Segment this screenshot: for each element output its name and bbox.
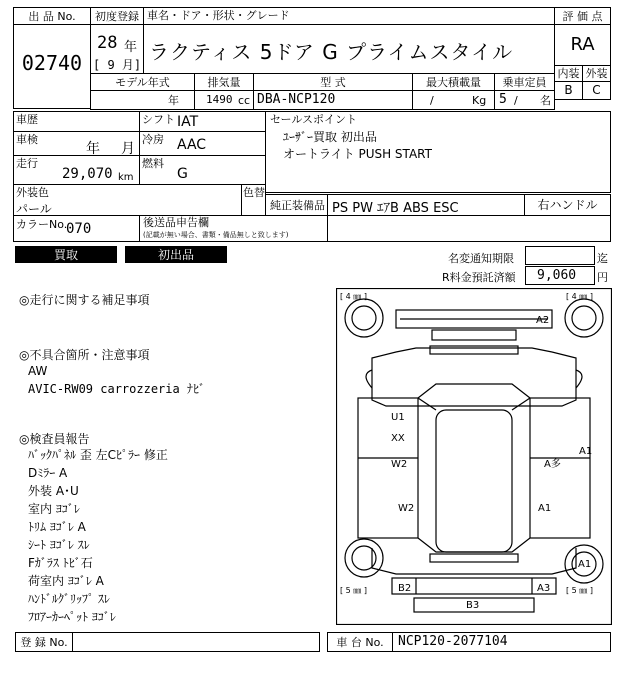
first-listing-badge: 初出品: [125, 246, 227, 263]
displacement-unit: cc: [238, 94, 251, 107]
defect-notes-header: ◎不具合箇所・注意事項: [19, 348, 150, 362]
lot-no-label: 出 品 No.: [28, 9, 76, 23]
inspector-line-3: 外装 A･U: [28, 484, 79, 498]
capacity: 5: [499, 92, 507, 107]
mark-roof-xx: XX: [391, 433, 405, 444]
sales-line-1: ﾕｰｻﾞｰ買取 初出品: [283, 130, 377, 144]
chassis-no: NCP120-2077104: [398, 634, 508, 649]
inspection-year-unit: 年: [86, 141, 100, 157]
score: RA: [570, 33, 595, 55]
inspector-line-6: ｼｰﾄ ﾖｺﾞﾚ ｽﾚ: [28, 538, 90, 552]
inspector-line-1: ﾊﾞｯｸﾊﾟﾈﾙ 歪 左Cﾋﾟﾗｰ 修正: [28, 448, 168, 462]
mark-left-front-door: W2: [391, 459, 408, 470]
recycle-value: 9,060: [537, 268, 577, 283]
name-change-box: [525, 246, 595, 265]
name-change-label: 名変通知期限: [448, 252, 514, 265]
blank-cell-right: [327, 215, 611, 242]
mark-rear-right: A3: [537, 583, 551, 594]
capacity-label: 乗車定員: [502, 75, 547, 89]
displacement-label: 排気量: [207, 75, 241, 89]
max-load-unit: Kg: [472, 94, 487, 107]
interior-label: 内装: [557, 67, 580, 80]
inspector-header: ◎検査員報告: [19, 432, 90, 446]
first-reg-label: 初度登録: [95, 9, 139, 23]
model-year-unit: 年: [168, 94, 179, 107]
capacity-sep: /: [514, 94, 518, 107]
reg-no-value-cell: [72, 632, 320, 652]
mileage-label: 走行: [16, 157, 38, 170]
mark-front-bumper: A2: [536, 315, 550, 326]
exterior-label: 外装: [585, 67, 608, 80]
mark-left-rear-door: W2: [398, 503, 415, 514]
car-name-label: 車名・ドア・形状・グレード: [147, 9, 290, 22]
fuel-label: 燃料: [142, 157, 164, 170]
recycle-label: R料金預託済額: [442, 271, 516, 284]
color-no: 070: [66, 221, 92, 237]
inspection-label: 車検: [16, 133, 38, 146]
docs-note: (記載が無い場合、書類・備品無しと致します): [143, 231, 289, 239]
recycle-unit: 円: [597, 271, 608, 284]
tire-rear-left: [ 5 ㎜ ]: [340, 586, 367, 595]
color-no-label: カラーNo.: [16, 218, 68, 231]
ext-color-label: 外装色: [16, 186, 49, 199]
ext-color: パール: [16, 202, 52, 216]
mark-right-front-fender: A1: [579, 446, 593, 457]
inspector-line-8: 荷室内 ﾖｺﾞﾚ A: [28, 574, 104, 588]
mark-roof-u1: U1: [391, 412, 405, 423]
equipment-label: 純正装備品: [270, 199, 325, 212]
inspector-line-9: ﾊﾝﾄﾞﾙｸﾞﾘｯﾌﾟ ｽﾚ: [28, 592, 110, 606]
shift-label: シフト: [142, 113, 175, 126]
defect-line-2: AVIC-RW09 carrozzeria ﾅﾋﾞ: [28, 382, 205, 396]
ac-value: AAC: [177, 137, 207, 153]
mileage-unit: km: [118, 172, 134, 183]
driving-notes-header: ◎走行に関する補足事項: [19, 293, 150, 307]
max-load-sep: /: [430, 94, 434, 107]
sales-line-2: オートライト PUSH START: [283, 147, 432, 161]
inspector-line-10: ﾌﾛｱｰｶｰﾍﾟｯﾄ ﾖｺﾞﾚ: [28, 610, 116, 624]
inspector-line-4: 室内 ﾖｺﾞﾚ: [28, 502, 80, 516]
model-year-label: モデル年式: [115, 75, 170, 89]
tire-front-right: [ 4 ㎜ ]: [566, 292, 593, 301]
inspector-line-7: Fｶﾞﾗｽ ﾄﾋﾞ石: [28, 556, 93, 570]
equipment: PS PW ｴｱB ABS ESC: [332, 201, 459, 216]
chassis-label: 車 台 No.: [336, 635, 384, 649]
docs-label: 後送品申告欄: [143, 216, 209, 229]
score-label: 評 価 点: [562, 9, 603, 23]
tire-rear-right: [ 5 ㎜ ]: [566, 586, 593, 595]
lot-no: 02740: [21, 51, 83, 75]
type-value: DBA-NCP120: [257, 92, 336, 107]
steering: 右ハンドル: [537, 197, 598, 212]
name-change-unit: 迄: [597, 252, 608, 265]
shift-value: IAT: [177, 114, 199, 130]
first-reg-year: 28: [97, 33, 118, 53]
sales-point-label: セールスポイント: [270, 113, 358, 126]
displacement: 1490: [206, 93, 233, 106]
defect-line-1: AW: [28, 364, 48, 378]
capacity-unit: 名: [540, 94, 551, 107]
mark-right-rear-wheel: A1: [578, 559, 592, 570]
first-reg-year-unit: 年: [124, 40, 138, 55]
inspection-month-unit: 月: [121, 141, 135, 157]
buy-badge: 買取: [15, 246, 117, 263]
car-name: ラクティス 5ドア G プライムスタイル: [149, 40, 514, 64]
mark-right-rear-door: A1: [538, 503, 552, 514]
fuel-value: G: [177, 166, 188, 182]
first-reg-month: [ 9 月]: [93, 58, 142, 72]
repaint-label: 色替: [243, 186, 265, 199]
interior-grade: B: [554, 81, 583, 100]
mark-rear-left: B2: [398, 583, 412, 594]
car-diagram-svg: [336, 288, 612, 625]
reg-no-label: 登 録 No.: [20, 635, 68, 649]
max-load-label: 最大積載量: [426, 75, 481, 89]
inspector-line-5: ﾄﾘﾑ ﾖｺﾞﾚ A: [28, 520, 86, 534]
mark-right-front-door: A多: [544, 459, 561, 470]
history-label: 車歴: [16, 113, 38, 126]
ac-label: 冷房: [142, 133, 164, 146]
mark-rear-bumper: B3: [466, 600, 480, 611]
mileage: 29,070: [62, 166, 113, 182]
inspector-line-2: Dﾐﾗｰ A: [28, 466, 68, 480]
tire-front-left: [ 4 ㎜ ]: [340, 292, 367, 301]
exterior-grade: C: [582, 81, 611, 100]
type-label: 型 式: [320, 75, 346, 89]
car-diagram: [336, 288, 612, 625]
